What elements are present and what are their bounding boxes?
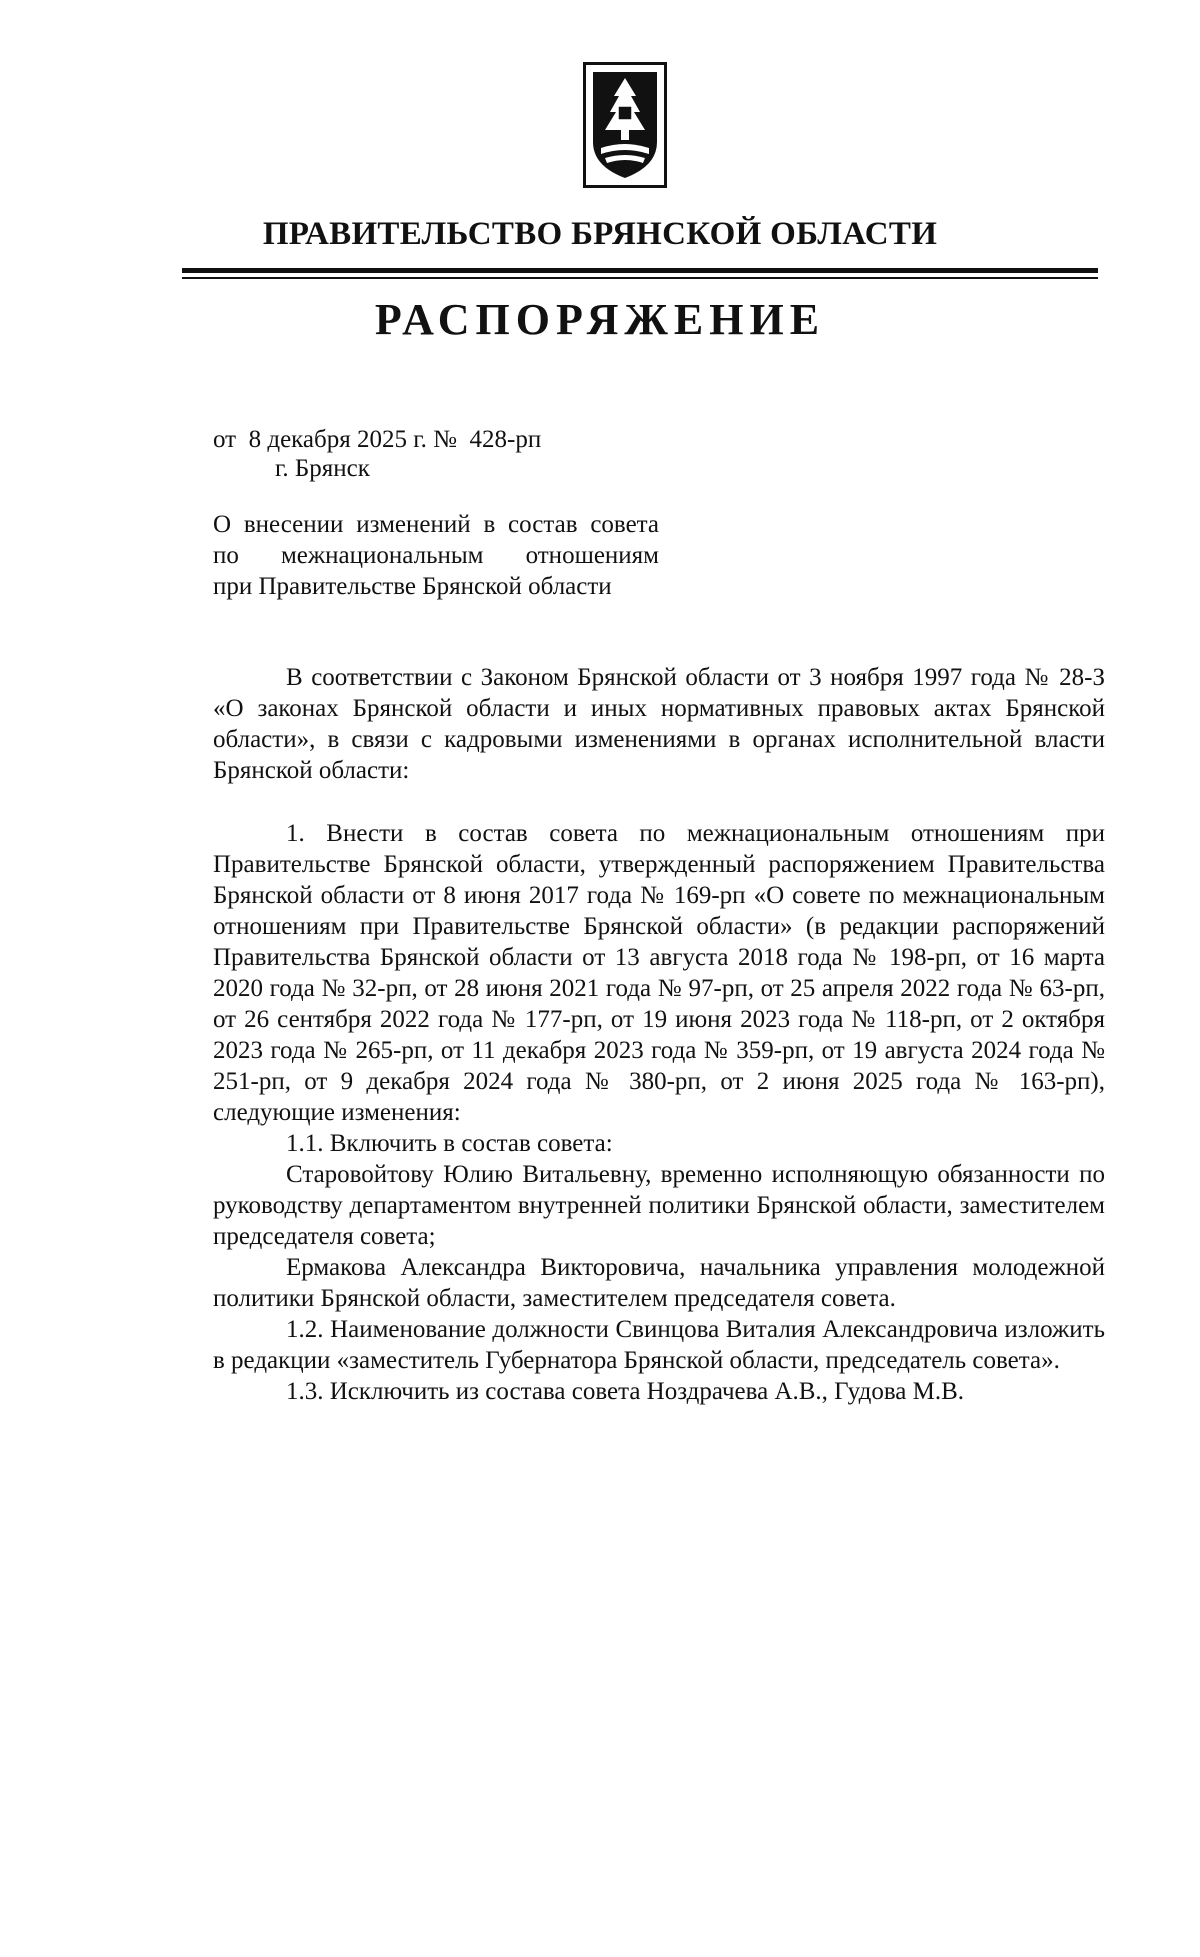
document-city: г. Брянск — [275, 455, 370, 482]
item-1-1-b-paragraph: Ермакова Александра Викторовича, начальника управления молодежной политики Брянской области, заместителем председателя совета. — [213, 1254, 1105, 1312]
item-1-2-paragraph: 1.2. Наименование должности Свинцова Виталия Александровича изложить в редакции «заместитель Губернатора Брянской области, председатель совета». — [213, 1316, 1105, 1374]
item-1-3-paragraph: 1.3. Исключить из состава совета Ноздрачева А.В., Гудова М.В. — [286, 1378, 965, 1405]
item-1-paragraph: 1. Внести в состав совета по межнациональным отношениям при Правительстве Брянской области, утвержденный распоряжением Правительства Брянской области от 8 июня 2017 года № 169-рп «О совете по межнациональным отношениям при Правительстве Брянской области» (в редакции распоряжений Правительства Брянской области от 13 августа 2018 года № 198-рп, от 16 марта 2020 года № 32-рп, от 28 июня 2021 года № 97-рп, от 25 апреля 2022 года № 63-рп, от 26 сентября 2022 года № 177-рп, от 19 июня 2023 года № 118-рп, от 2 октября 2023 года № 265-рп, от 11 декабря 2023 года № 359-рп, от 19 августа 2024 года № 251-рп, от 9 декабря 2024 года № 380-рп, от 2 июня 2025 года № 163-рп), следующие изменения: — [213, 820, 1105, 1126]
document-date-number: от 8 декабря 2025 г. № 428-рп — [213, 426, 542, 453]
document-subject — [213, 509, 659, 602]
header-rule-thin — [182, 277, 1098, 279]
subject-line-2: по межнациональным отношениям — [213, 542, 659, 569]
item-1-1-paragraph: 1.1. Включить в состав совета: — [286, 1130, 613, 1157]
main-body — [213, 818, 1105, 1407]
preamble-block — [213, 662, 1105, 786]
subject-line-3: при Правительстве Брянской области — [213, 573, 612, 600]
header-rule-thick — [182, 268, 1098, 273]
preamble-paragraph: В соответствии с Законом Брянской области от 3 ноября 1997 года № 28-З «О законах Брянской области и иных нормативных правовых актах Брянской области», в связи с кадровыми изменениями в органах исполнительной власти Брянской области: — [213, 664, 1105, 784]
coat-of-arms-icon — [583, 62, 667, 188]
subject-line-1: О внесении изменений в состав совета — [213, 511, 659, 538]
government-name: ПРАВИТЕЛЬСТВО БРЯНСКОЙ ОБЛАСТИ — [262, 216, 938, 252]
item-1-1-a-paragraph: Старовойтову Юлию Витальевну, временно исполняющую обязанности по руководству департаментом внутренней политики Брянской области, заместителем председателя совета; — [213, 1161, 1105, 1250]
document-type-title: РАСПОРЯЖЕНИЕ — [374, 295, 826, 344]
